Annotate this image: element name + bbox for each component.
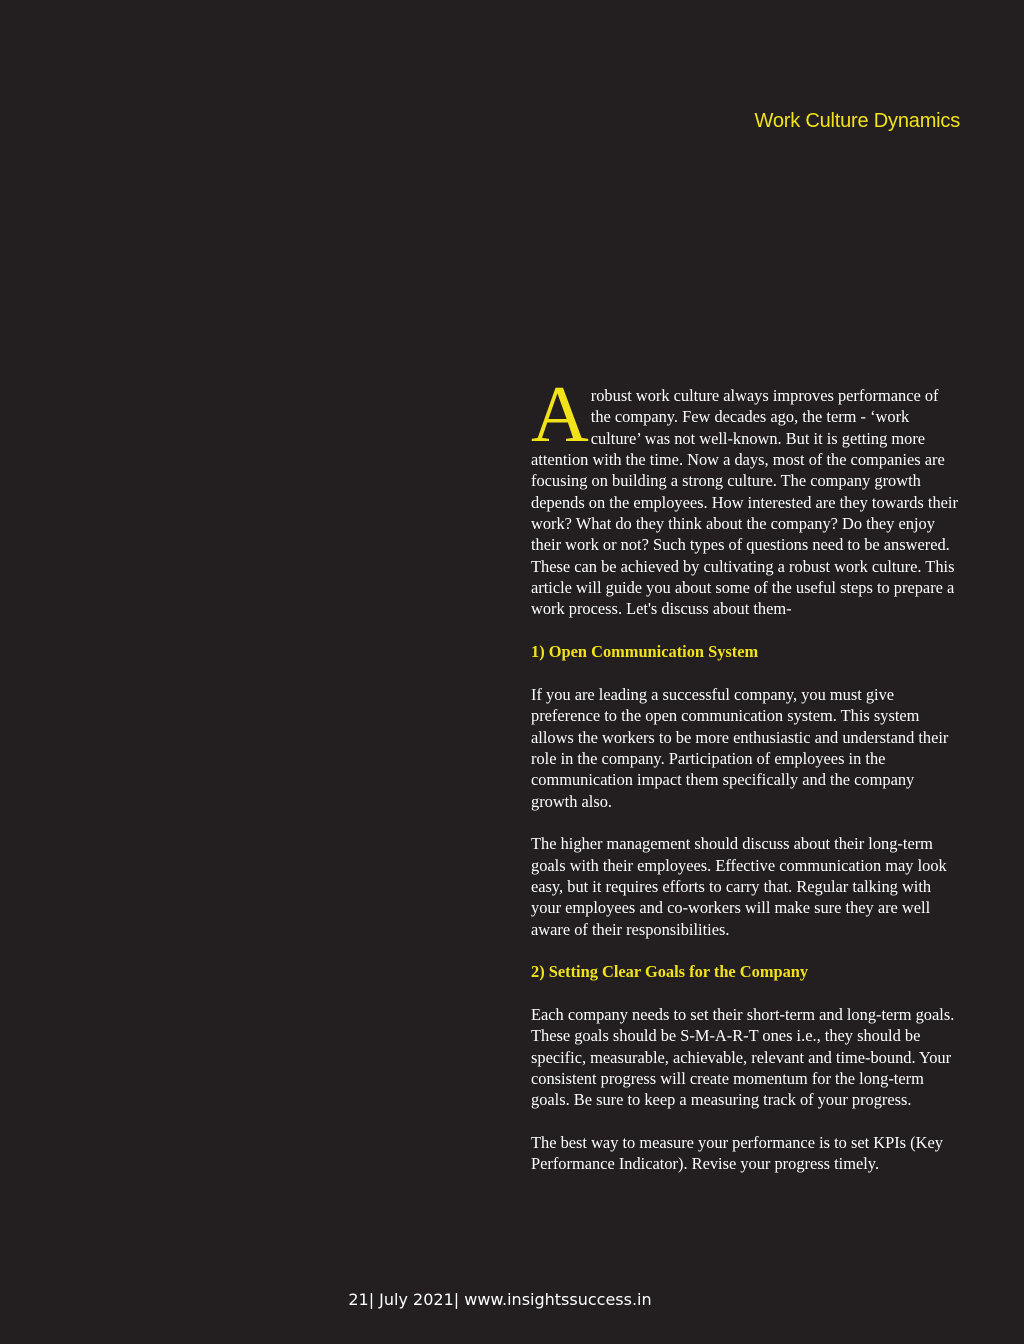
section-heading-2: 2) Setting Clear Goals for the Company <box>531 962 809 982</box>
intro-paragraph <box>531 371 961 620</box>
paragraph-2a: Each company needs to set their short-term and long-term goals. These goals should be S-M-A-R-T ones i.e., they should be specific, measurable, achievable, relevant and time-bound. Your consistent progress will create momentum for the long-term goals. Be sure to keep a measuring track of your progress. <box>531 1004 955 1110</box>
drop-cap: A <box>531 371 589 459</box>
intro-text: robust work culture always improves performance of the company. Few decades ago, the term - ‘work culture’ was not well-known. But it is getting more attention with the time. Now a days, most of the companies are focusing on building a strong culture. The company growth depends on the employees. How interested are they towards their work? What do they think about the company? Do they enjoy their work or not? Such types of questions need to be answered. These can be achieved by cultivating a robust work culture. This article will guide you about some of the useful steps to prepare a work process. Let's discuss about them- <box>531 386 958 619</box>
section-title: Work Culture Dynamics <box>754 110 960 132</box>
page-footer: 21| July 2021| www.insightssuccess.in <box>348 1290 652 1309</box>
article-body <box>531 371 961 1175</box>
paragraph-1b: The higher management should discuss about their long-term goals with their employees. Effective communication may look easy, but it requires efforts to carry that. Regular talking with your employees and co-workers will make sure they are well aware of their responsibilities. <box>531 834 947 939</box>
paragraph-2b: The best way to measure your performance is to set KPIs (Key Performance Indicator). Revise your progress timely. <box>531 1133 943 1174</box>
paragraph-1a: If you are leading a successful company, you must give preference to the open communication system. This system allows the workers to be more enthusiastic and understand their role in the company. Participation of employees in the communication impact them specifically and the company growth also. <box>531 684 949 811</box>
section-heading-1: 1) Open Communication System <box>531 642 759 662</box>
